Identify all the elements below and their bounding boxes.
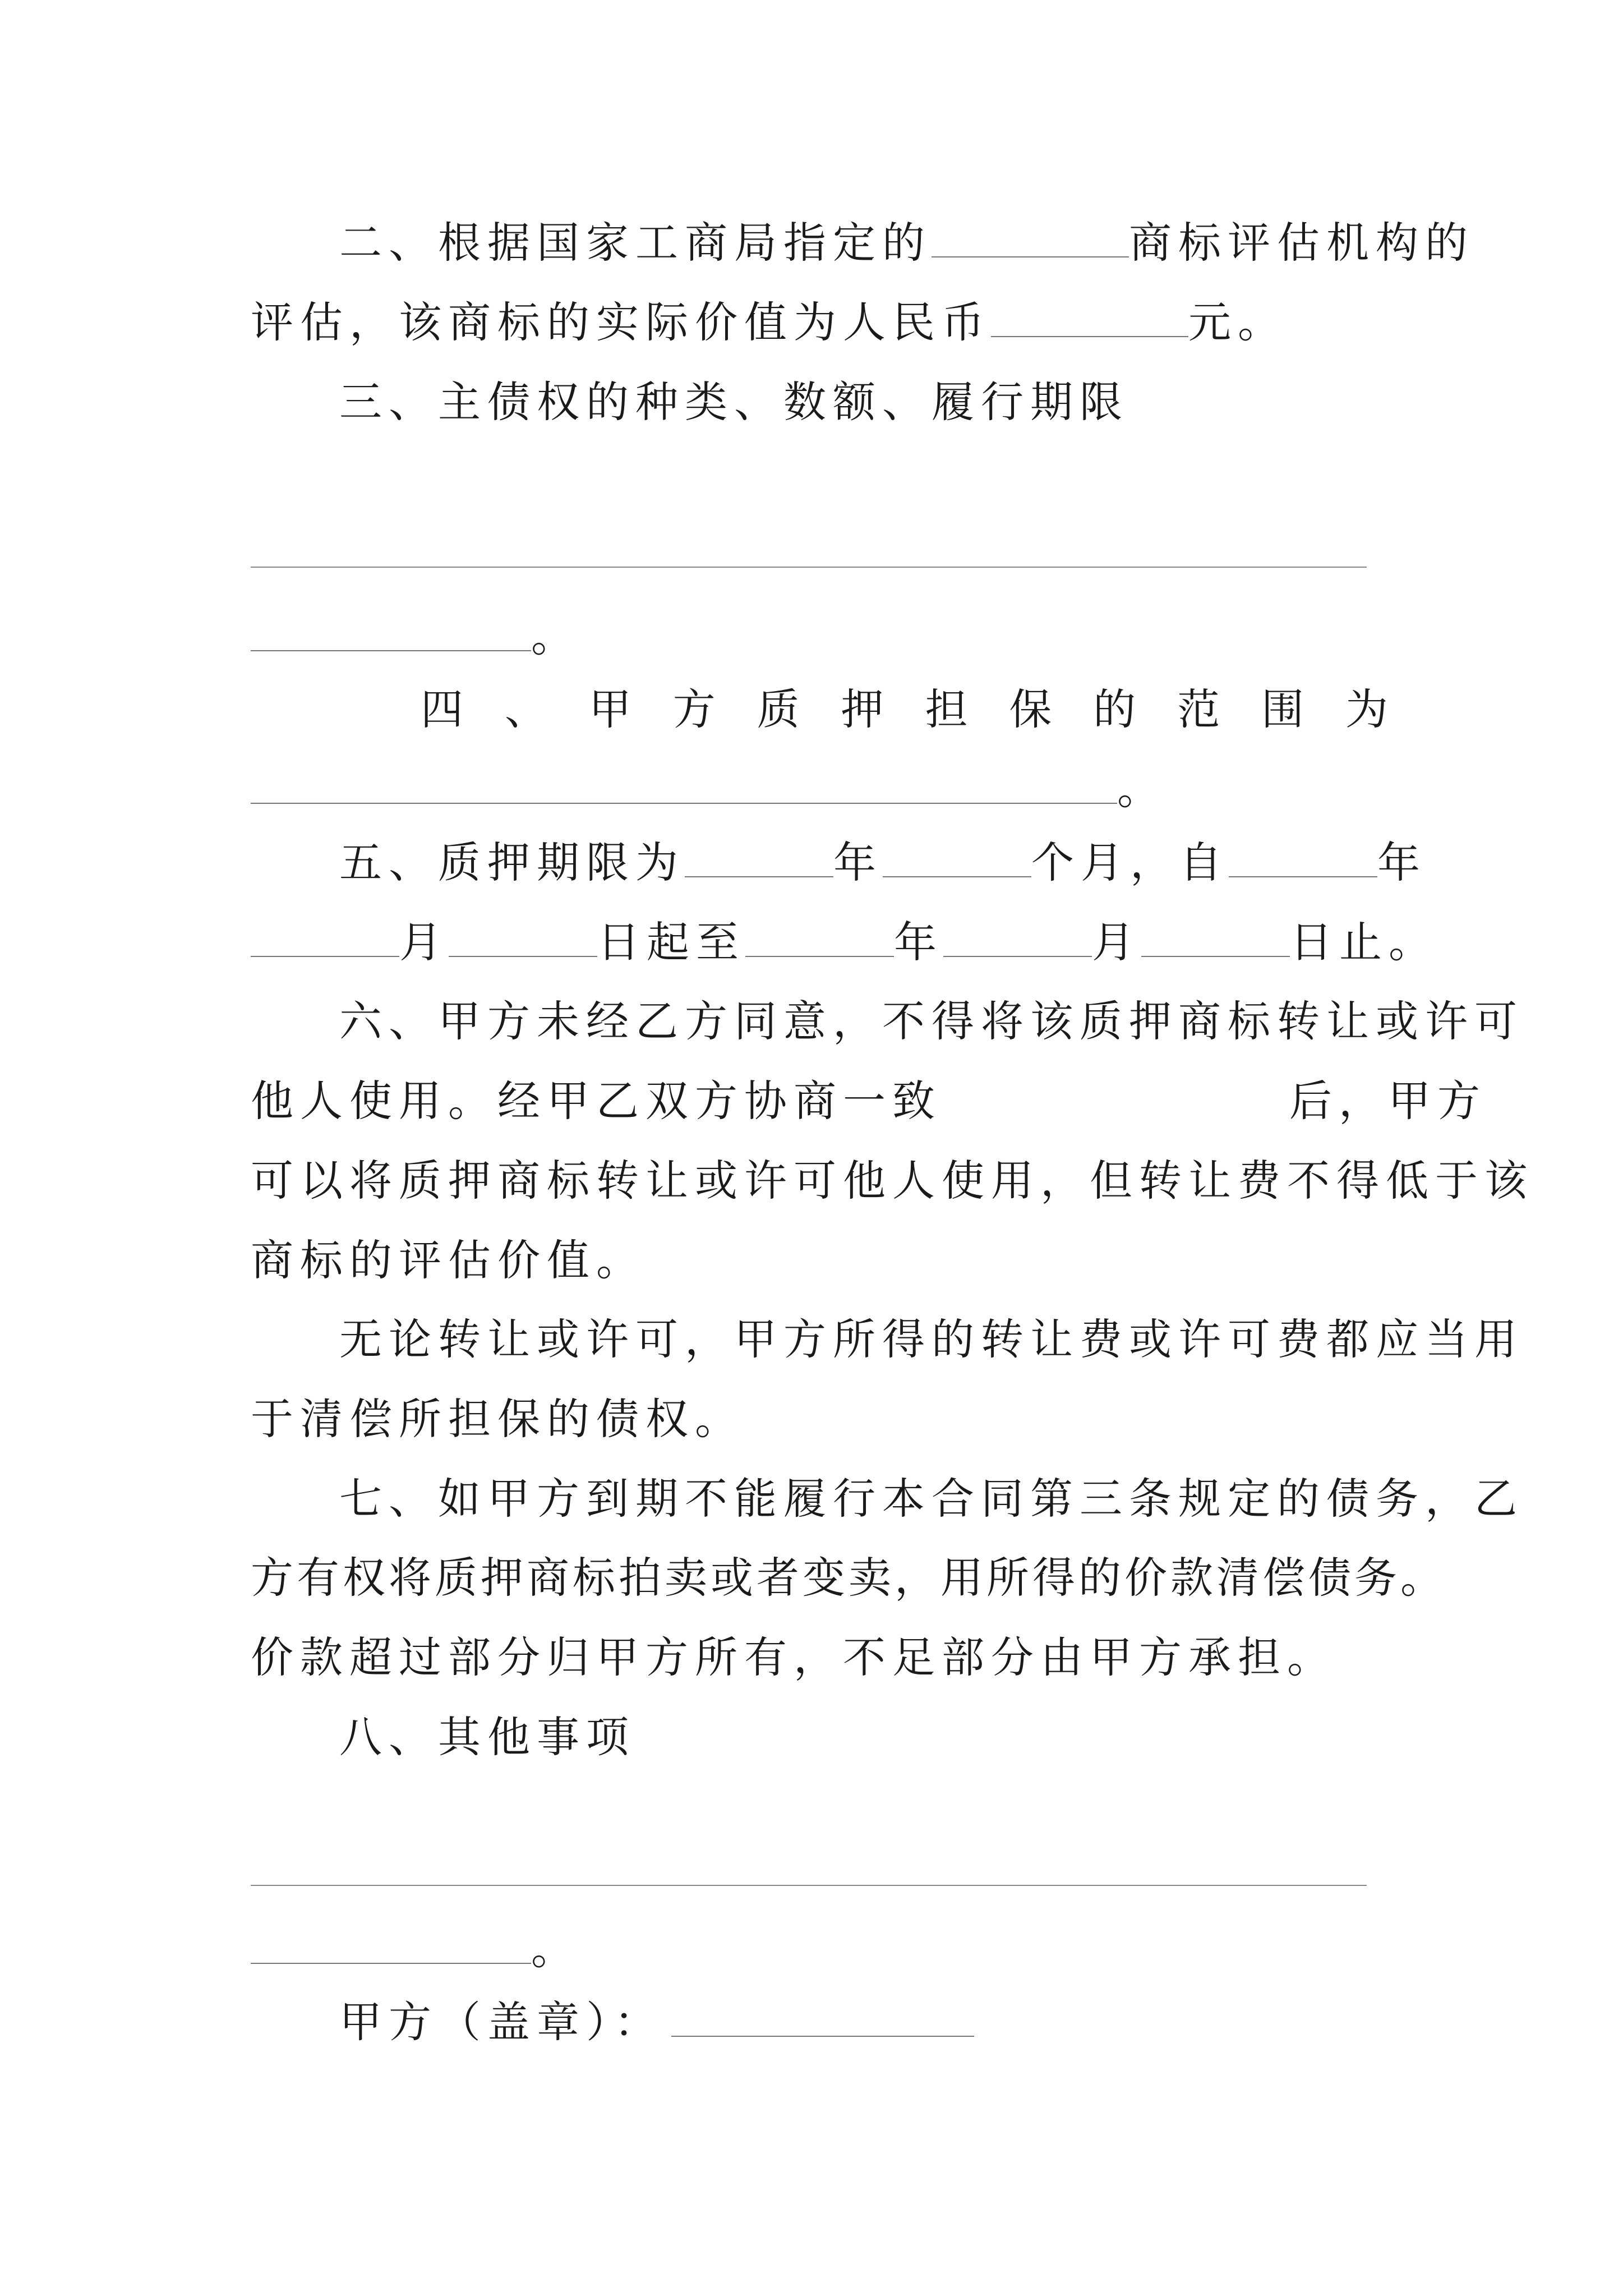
clause2-text: 评估，该商标的实际价值为人民币	[251, 297, 991, 347]
clause3-fill-blank[interactable]	[251, 616, 531, 651]
end-month-blank[interactable]	[943, 922, 1092, 957]
clause8-period: 。	[531, 1924, 580, 1974]
pledge-scope-blank[interactable]	[251, 769, 1117, 804]
clause6-text: 他人使用。经甲乙双方协商一致	[251, 1076, 942, 1126]
clause4-char: 担	[925, 684, 968, 734]
end-day-blank[interactable]	[1141, 922, 1290, 957]
clause6-para2-line2: 于清偿所担保的债权。	[251, 1394, 744, 1444]
clause6-para2-line1: 无论转让或许可，甲方所得的转让费或许可费都应当用	[339, 1314, 1524, 1364]
clause7-line2: 方有权将质押商标拍卖或者变卖，用所得的价款清偿债务。	[251, 1553, 1446, 1603]
clause4-char: 范	[1177, 684, 1220, 734]
start-month-blank[interactable]	[251, 922, 399, 957]
clause5-text: 年	[894, 917, 943, 967]
clause2-line2	[251, 280, 1388, 365]
clause3-heading: 三、主债权的种类、数额、履行期限	[339, 377, 1129, 427]
clause4-char: 的	[1093, 684, 1136, 734]
term-months-blank[interactable]	[883, 843, 1031, 877]
clause5-line1	[339, 821, 1427, 905]
party-a-seal-label: 甲方（盖章）：	[339, 1997, 663, 2047]
clause5-text: 月	[1092, 917, 1141, 967]
clause5-text: 年	[1377, 838, 1427, 887]
clause4-line1	[421, 668, 1388, 752]
clause4-char: 围	[1261, 684, 1304, 734]
clause6-line1: 六、甲方未经乙方同意，不得将该质押商标转让或许可	[339, 996, 1524, 1046]
clause5-line2	[251, 900, 1438, 984]
clause5-text: 年	[833, 838, 883, 887]
clause4-char: 为	[1345, 684, 1388, 734]
evaluation-agency-blank[interactable]	[932, 223, 1129, 257]
clause4-char: 四	[421, 684, 463, 734]
clause7-line1: 七、如甲方到期不能履行本合同第三条规定的债务，乙	[339, 1474, 1524, 1524]
clause5-text: 日止。	[1290, 917, 1438, 967]
clause2-line1	[339, 201, 1474, 285]
clause5-text: 五、质押期限为	[339, 838, 685, 887]
clause3-line-end	[251, 595, 1388, 679]
clause4-char: 、	[504, 684, 547, 734]
end-year-blank[interactable]	[745, 922, 894, 957]
start-year-blank[interactable]	[1229, 843, 1377, 877]
clause2-text: 二、根据国家工商局指定的	[339, 218, 932, 268]
clause4-char: 甲	[588, 684, 631, 734]
clause5-text: 月	[399, 917, 449, 967]
clause4-char: 保	[1009, 684, 1052, 734]
clause4-char: 方	[672, 684, 716, 734]
trademark-value-blank[interactable]	[991, 302, 1188, 337]
clause6-line4: 商标的评估价值。	[251, 1235, 645, 1285]
start-day-blank[interactable]	[449, 922, 597, 957]
clause8-line-end	[251, 1907, 1388, 1991]
clause6-line2	[251, 1059, 1487, 1143]
clause4-period: 。	[1117, 764, 1166, 814]
clause4-line2	[251, 747, 1388, 831]
clause6-line3: 可以将质押商标转让或许可他人使用，但转让费不得低于该	[251, 1156, 1534, 1205]
clause4-char: 质	[757, 684, 800, 734]
party-a-seal-blank[interactable]	[671, 2002, 974, 2037]
term-years-blank[interactable]	[685, 843, 833, 877]
signature-line	[339, 1980, 1388, 2064]
clause6-text: 后，甲方	[1289, 1076, 1487, 1126]
clause8-fill-blank[interactable]	[251, 1929, 531, 1964]
clause8-heading: 八、其他事项	[339, 1712, 635, 1762]
clause3-period: 。	[531, 611, 580, 661]
clause2-text: 元。	[1188, 297, 1287, 347]
clause4-char: 押	[841, 684, 884, 734]
clause7-line3: 价款超过部分归甲方所有，不足部分由甲方承担。	[251, 1632, 1336, 1682]
clause2-text: 商标评估机构的	[1129, 218, 1474, 268]
clause3-fill-line[interactable]	[251, 567, 1367, 568]
clause5-text: 个月，自	[1031, 838, 1229, 887]
clause5-text: 日起至	[597, 917, 745, 967]
clause8-fill-line[interactable]	[251, 1885, 1367, 1886]
